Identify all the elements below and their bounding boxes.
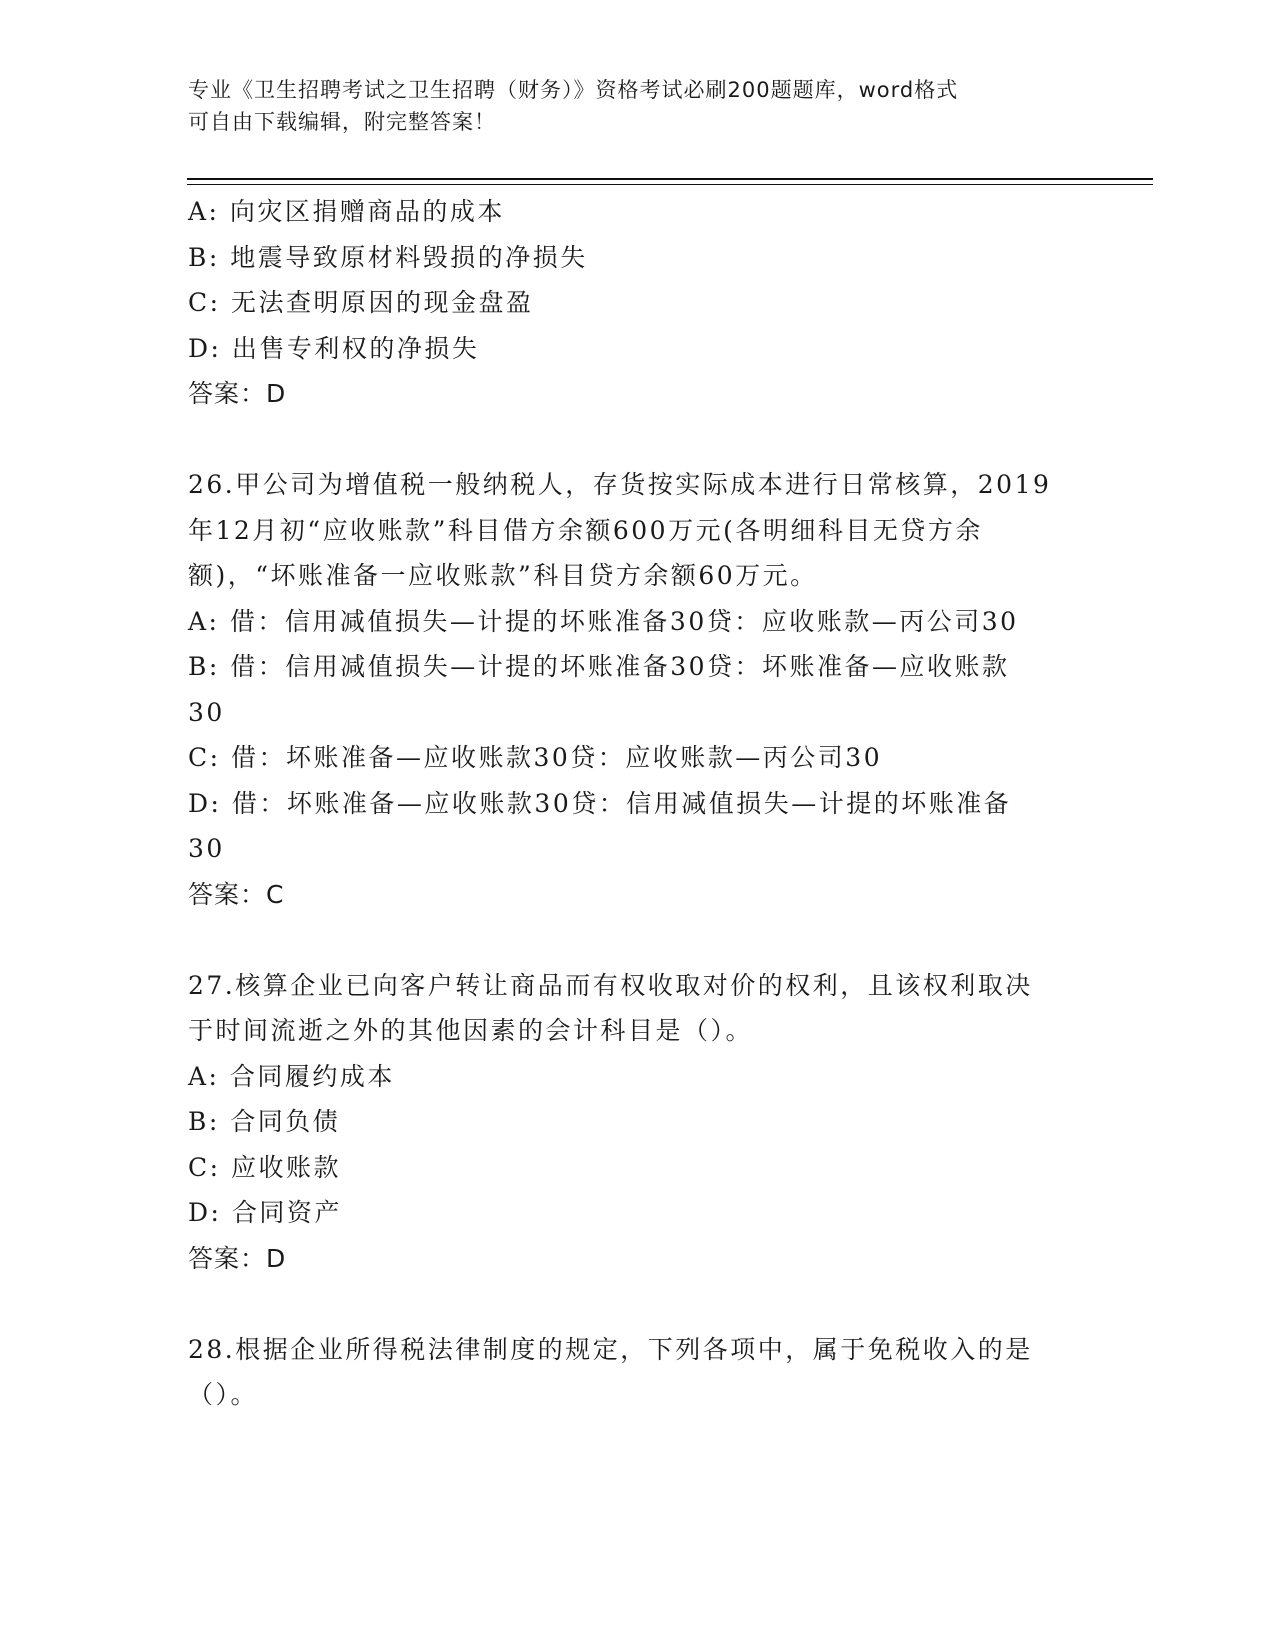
question-stem-line: 年12月初“应收账款”科目借方余额600万元(各明细科目无贷方余: [188, 515, 983, 545]
answer: 答案：D: [188, 379, 287, 408]
option-c: C: 应收账款: [188, 1152, 341, 1182]
spacer: [188, 417, 1088, 463]
answer: 答案：D: [188, 1243, 287, 1273]
option-a: A: 向灾区捐赠商品的成本: [188, 197, 505, 226]
question-25: [188, 189, 1088, 417]
option-b: B: 借：信用减值损失—计提的坏账准备30贷：坏账准备—应收账款: [188, 652, 1010, 681]
question-stem-line: （）。: [188, 1380, 259, 1409]
question-stem-line: 于时间流逝之外的其他因素的会计科目是（）。: [188, 1016, 754, 1045]
answer: 答案：C: [188, 879, 285, 909]
option-b: B: 合同负债: [188, 1107, 341, 1136]
option-b-continued: 30: [188, 697, 225, 727]
header-title-line-2: 可自由下载编辑，附完整答案！: [188, 110, 496, 134]
option-d: D: 合同资产: [188, 1198, 342, 1227]
option-b: B: 地震导致原材料毁损的净损失: [188, 242, 588, 272]
option-d: D: 借：坏账准备—应收账款30贷：信用减值损失—计提的坏账准备: [188, 788, 1012, 818]
option-a: A: 合同履约成本: [188, 1061, 395, 1091]
header-divider-thick: [187, 178, 1153, 180]
question-28: [188, 1327, 1088, 1418]
question-stem-line: 26.甲公司为增值税一般纳税人，存货按实际成本进行日常核算，2019: [188, 470, 1052, 499]
option-c: C: 无法查明原因的现金盘盈: [188, 288, 534, 317]
question-26: [188, 462, 1088, 917]
option-c: C: 借：坏账准备—应收账款30贷：应收账款—丙公司30: [188, 743, 883, 772]
option-a: A: 借：信用减值损失—计提的坏账准备30贷：应收账款—丙公司30: [188, 606, 1019, 636]
question-stem-line: 27.核算企业已向客户转让商品而有权收取对价的权利，且该权利取决: [188, 970, 1033, 1000]
option-d-continued: 30: [188, 834, 225, 863]
header-title-line-1: 专业《卫生招聘考试之卫生招聘（财务）》资格考试必刷200题题库，word格式: [188, 78, 959, 102]
spacer: [188, 1281, 1088, 1327]
header-divider-thin: [187, 184, 1153, 185]
question-stem-line: 28.根据企业所得税法律制度的规定，下列各项中，属于免税收入的是: [188, 1334, 1033, 1364]
spacer: [188, 917, 1088, 963]
document-header: [188, 74, 1068, 138]
question-stem-line: 额)，“坏账准备一应收账款”科目贷方余额60万元。: [188, 561, 818, 590]
question-27: [188, 963, 1088, 1282]
option-d: D: 出售专利权的净损失: [188, 333, 480, 363]
question-content: [188, 189, 1088, 1418]
